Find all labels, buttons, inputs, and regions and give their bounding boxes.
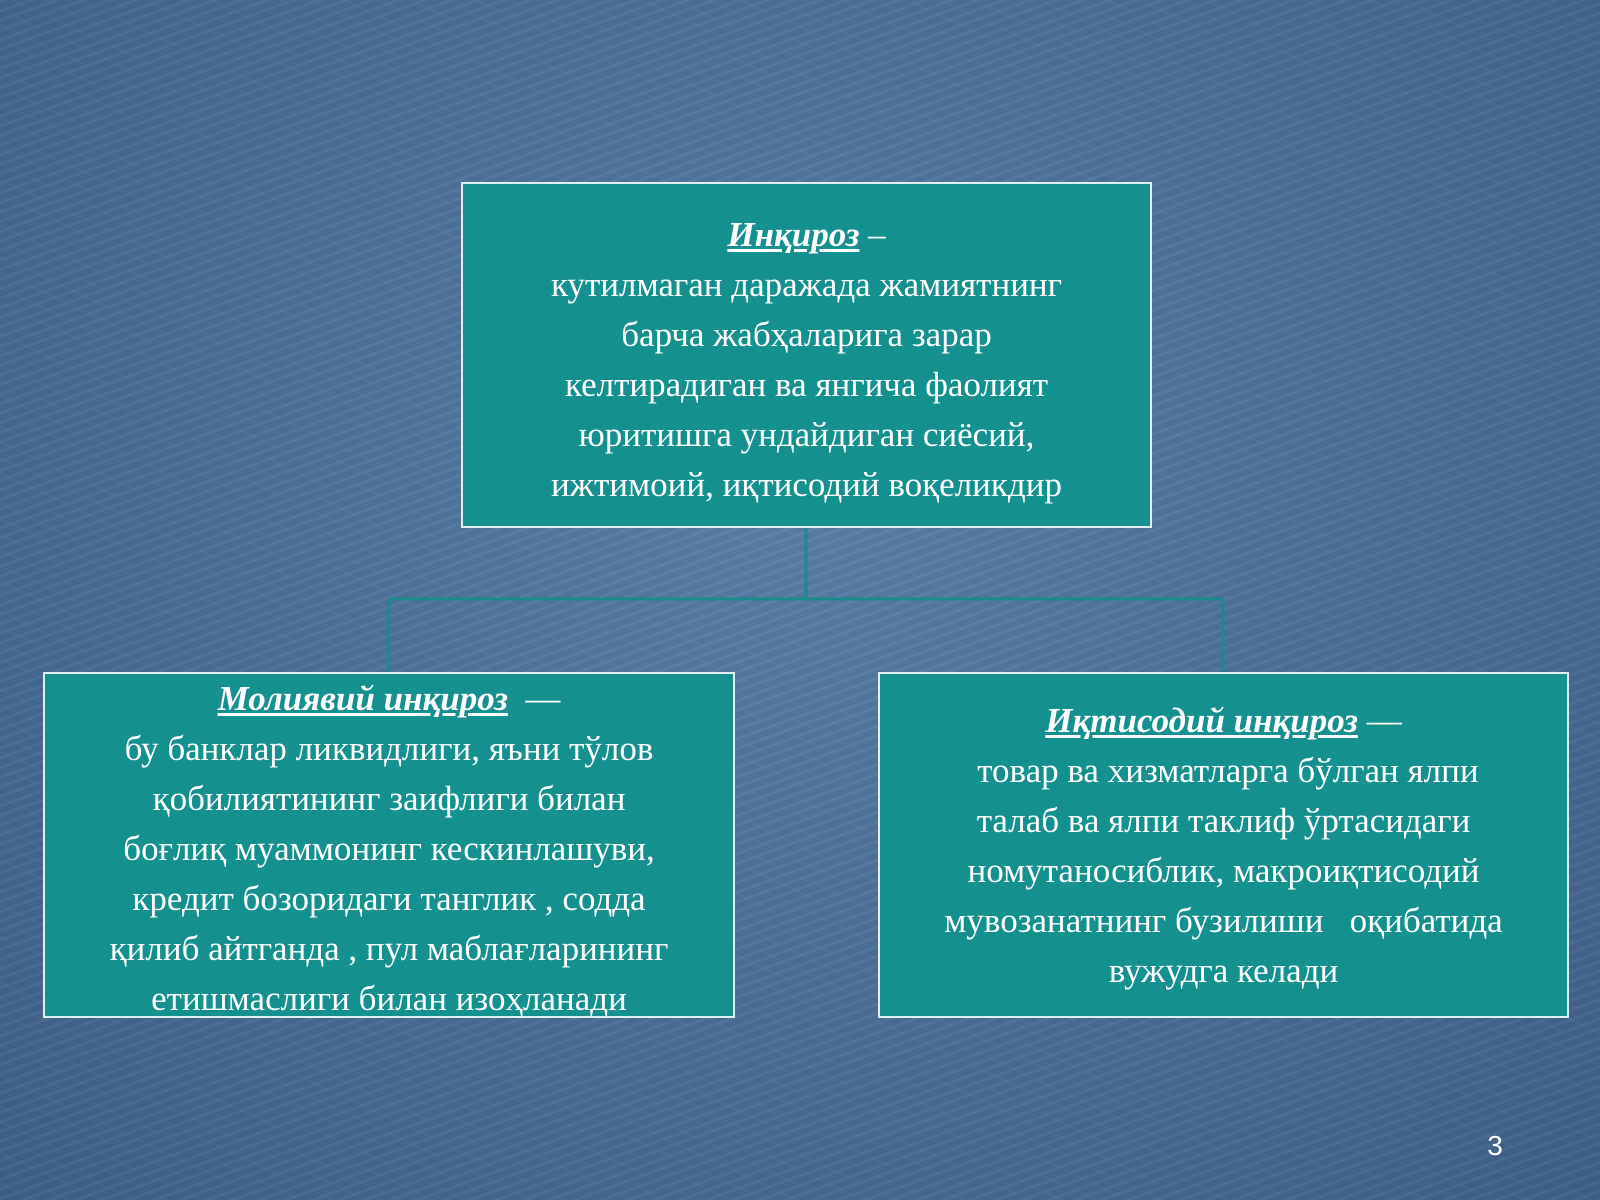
economic-crisis-box bbox=[878, 672, 1569, 1018]
financial-crisis-line-4: кредит бозоридаги танглик , содда bbox=[132, 879, 646, 918]
economic-crisis-line-4: мувозанатнинг бузилиши оқибатида bbox=[944, 901, 1503, 940]
financial-crisis-line-6: етишмаслиги билан изоҳланади bbox=[151, 979, 627, 1018]
financial-crisis-term: Молиявий инқироз bbox=[217, 679, 508, 718]
financial-crisis-dash: — bbox=[507, 679, 561, 718]
crisis-line-2: барча жабҳаларига зарар bbox=[621, 315, 992, 354]
crisis-line-3: келтирадиган ва янгича фаолият bbox=[564, 365, 1049, 404]
crisis-line-4: юритишга ундайдиган сиёсий, bbox=[578, 415, 1035, 454]
economic-crisis-term: Иқтисодий инқироз bbox=[1045, 701, 1358, 740]
economic-crisis-line-3: номутаносиблик, макроиқтисодий bbox=[967, 851, 1480, 890]
economic-crisis-heading bbox=[884, 696, 1563, 746]
crisis-term: Инқироз bbox=[727, 215, 860, 254]
economic-crisis-line-2: талаб ва ялпи таклиф ўртасидаги bbox=[976, 801, 1471, 840]
financial-crisis-heading bbox=[49, 674, 729, 724]
financial-crisis-line-5: қилиб айтганда , пул маблағларининг bbox=[109, 929, 669, 968]
economic-crisis-dash: — bbox=[1357, 701, 1402, 740]
financial-crisis-line-2: қобилиятининг заифлиги билан bbox=[152, 779, 626, 818]
crisis-line-5: ижтимоий, иқтисодий воқеликдир bbox=[551, 465, 1062, 504]
slide-page-number: 3 bbox=[1487, 1130, 1503, 1161]
crisis-definition-box bbox=[461, 182, 1152, 528]
financial-crisis-box bbox=[43, 672, 735, 1018]
crisis-dash: – bbox=[859, 215, 886, 254]
financial-crisis-line-1: бу банклар ликвидлиги, яъни тўлов bbox=[124, 729, 654, 768]
economic-crisis-line-1: товар ва хизматларга бўлган ялпи bbox=[968, 751, 1479, 790]
economic-crisis-line-5: вужудга келади bbox=[1108, 951, 1339, 990]
financial-crisis-line-3: боғлиқ муаммонинг кескинлашуви, bbox=[123, 829, 655, 868]
crisis-heading bbox=[483, 210, 1130, 260]
crisis-line-1: кутилмаган даражада жамиятнинг bbox=[550, 265, 1063, 304]
